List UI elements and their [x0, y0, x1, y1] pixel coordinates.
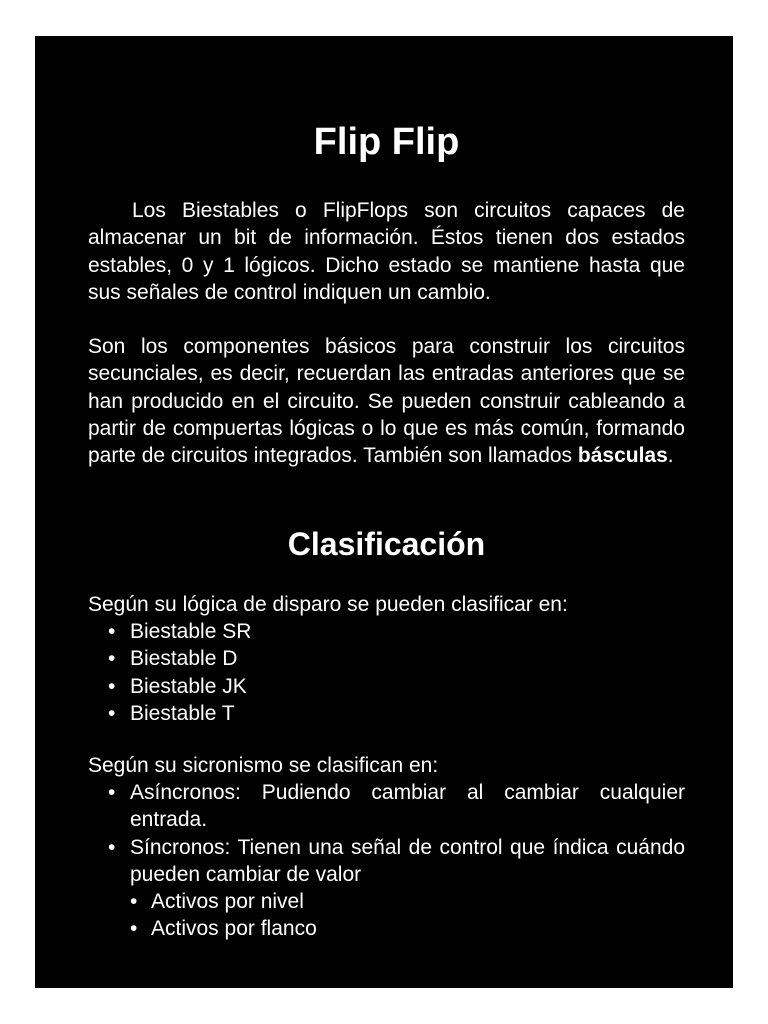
list-item-with-sublist — [88, 834, 685, 943]
document-page — [35, 36, 733, 988]
paragraph-components — [88, 333, 685, 469]
sublist-item: • Activos por flanco — [130, 915, 685, 942]
list-item-text: Síncronos: Tienen una señal de control que índica cuándo pueden cambiar de valor — [130, 835, 685, 886]
sublist-item: • Activos por nivel — [130, 888, 685, 915]
bold-term: básculas — [577, 444, 668, 468]
list-item: • Biestable T — [88, 700, 685, 727]
logic-intro: Según su lógica de disparo se pueden clasificar en: — [88, 593, 568, 616]
section-title: Clasificación — [287, 526, 486, 562]
sync-intro: Según su sicronismo se clasifican en: — [88, 754, 439, 777]
list-item: • Biestable D — [88, 645, 685, 672]
page-title: Flip Flip — [313, 121, 460, 163]
paragraph-components-text: Son los componentes básicos para construir los circuitos secunciales, es decir, recuerdan las entradas anteriores que se han producido en el circuito. Se pueden construir cableando a partir de compuertas lógicas o lo que es más común, formando parte de circuitos integrados. También son llamados — [88, 335, 685, 468]
list-item: • Biestable JK — [88, 673, 685, 700]
logic-list — [88, 618, 685, 727]
list-item: • Asíncronos: Pudiendo cambiar al cambiar cualquier entrada. — [88, 779, 685, 834]
sync-list — [88, 779, 685, 943]
sync-sublist — [130, 888, 685, 943]
paragraph-intro: Los Biestables o FlipFlops son circuitos capaces de almacenar un bit de información. Éstos tienen dos estados estables, 0 y 1 lógicos. Dicho estado se mantiene hasta que sus señales de control indiquen un cambio. — [88, 199, 685, 304]
list-item: • Biestable SR — [88, 618, 685, 645]
paragraph-components-end: . — [667, 444, 674, 468]
